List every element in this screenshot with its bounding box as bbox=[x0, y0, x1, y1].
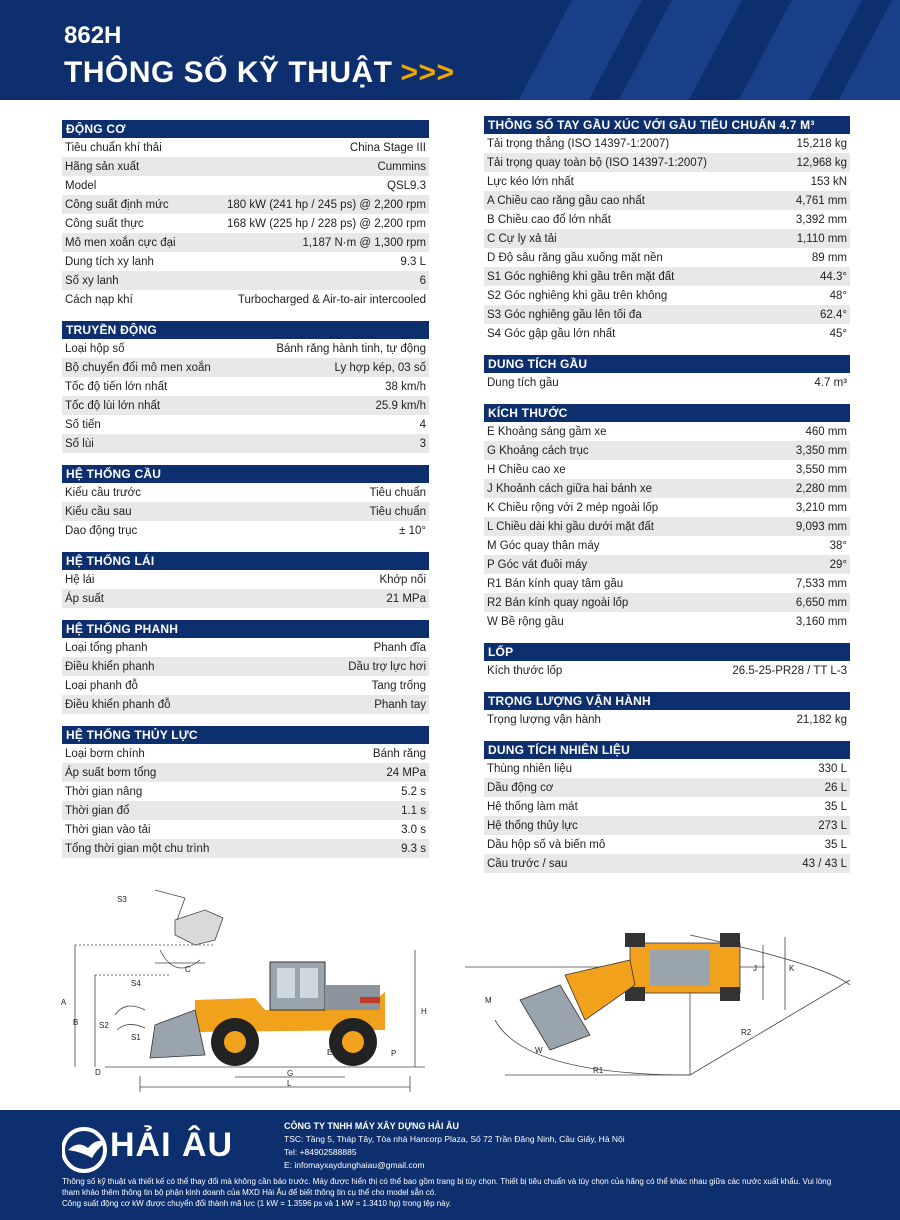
spec-label: Kiểu cầu trước bbox=[65, 486, 141, 499]
spec-value: 1.1 s bbox=[401, 804, 426, 817]
spec-row bbox=[484, 267, 850, 286]
spec-row bbox=[62, 483, 429, 502]
spec-row bbox=[484, 710, 850, 729]
spec-row bbox=[484, 460, 850, 479]
spec-label: Tiêu chuẩn khí thải bbox=[65, 141, 162, 154]
spec-row bbox=[484, 153, 850, 172]
section-rows bbox=[62, 339, 429, 453]
spec-label: R2 Bán kính quay ngoài lốp bbox=[487, 596, 629, 609]
spec-row bbox=[62, 377, 429, 396]
spec-row bbox=[62, 358, 429, 377]
diag-label-r2: R2 bbox=[741, 1028, 752, 1037]
section-heading: HỆ THỐNG THỦY LỰC bbox=[62, 726, 429, 744]
spec-row bbox=[62, 252, 429, 271]
spec-value: 62.4° bbox=[820, 308, 847, 321]
spec-row bbox=[62, 502, 429, 521]
spec-label: L Chiều dài khi gầu dưới mặt đất bbox=[487, 520, 654, 533]
spec-value: 153 kN bbox=[810, 175, 847, 188]
diag-label-c: C bbox=[185, 965, 191, 974]
spec-value: 3,210 mm bbox=[795, 501, 847, 514]
spec-row bbox=[484, 759, 850, 778]
spec-value: 29° bbox=[829, 558, 847, 571]
spec-row bbox=[484, 229, 850, 248]
diag-label-h: H bbox=[421, 1007, 427, 1016]
spec-row bbox=[62, 676, 429, 695]
spec-value: Cummins bbox=[377, 160, 426, 173]
spec-value: 43 / 43 L bbox=[802, 857, 847, 870]
spec-label: Tổng thời gian một chu trình bbox=[65, 842, 210, 855]
spec-row bbox=[484, 210, 850, 229]
section-heading: TRUYỀN ĐỘNG bbox=[62, 321, 429, 339]
spec-section-truyen-dong bbox=[62, 321, 429, 453]
logo-wordmark: HẢI ÂU bbox=[110, 1126, 234, 1164]
spec-value: Bánh răng bbox=[372, 747, 426, 760]
spec-value: 38° bbox=[829, 539, 847, 552]
wheel-loader-side bbox=[150, 962, 385, 1066]
spec-value: Phanh đĩa bbox=[373, 641, 426, 654]
spec-value: 5.2 s bbox=[401, 785, 426, 798]
spec-label: Điều khiển phanh đỗ bbox=[65, 698, 171, 711]
spec-section-lop bbox=[484, 643, 850, 680]
spec-label: Dao động trục bbox=[65, 524, 138, 537]
side-view-diagram bbox=[55, 880, 445, 1095]
spec-value: 3,350 mm bbox=[795, 444, 847, 457]
spec-section-trong-luong-van-hanh bbox=[484, 692, 850, 729]
spec-value: 330 L bbox=[818, 762, 847, 775]
spec-value: 24 MPa bbox=[386, 766, 426, 779]
spec-label: S4 Góc gập gầu lớn nhất bbox=[487, 327, 616, 340]
spec-row bbox=[62, 839, 429, 858]
spec-row bbox=[62, 695, 429, 714]
diag-label-a: A bbox=[61, 998, 67, 1007]
spec-value: 273 L bbox=[818, 819, 847, 832]
spec-label: Áp suất bơm tổng bbox=[65, 766, 157, 779]
spec-value: ± 10° bbox=[399, 524, 426, 537]
section-heading: HỆ THỐNG PHANH bbox=[62, 620, 429, 638]
spec-label: S2 Góc nghiêng khi gầu trên không bbox=[487, 289, 668, 302]
spec-section-he-thong-lai bbox=[62, 552, 429, 608]
page-title-text: THÔNG SỐ KỸ THUẬT bbox=[64, 56, 393, 89]
spec-label: Công suất thực bbox=[65, 217, 144, 230]
spec-row bbox=[62, 176, 429, 195]
spec-row bbox=[62, 589, 429, 608]
spec-label: Áp suất bbox=[65, 592, 104, 605]
spec-row bbox=[62, 396, 429, 415]
spec-row bbox=[484, 797, 850, 816]
spec-row bbox=[484, 172, 850, 191]
spec-value: 35 L bbox=[824, 838, 847, 851]
spec-label: C Cự ly xả tải bbox=[487, 232, 557, 245]
spec-label: Trọng lượng vận hành bbox=[487, 713, 601, 726]
spec-section-dung-tich-gau bbox=[484, 355, 850, 392]
spec-section-dong-co bbox=[62, 120, 429, 309]
section-rows bbox=[484, 422, 850, 631]
spec-section-he-thong-cau bbox=[62, 465, 429, 540]
section-rows bbox=[62, 744, 429, 858]
diag-label-p: P bbox=[391, 1049, 397, 1058]
spec-row bbox=[62, 521, 429, 540]
spec-value: 180 kW (241 hp / 245 ps) @ 2,200 rpm bbox=[227, 198, 426, 211]
page-header bbox=[0, 0, 900, 100]
spec-row bbox=[62, 233, 429, 252]
section-heading: HỆ THỐNG LÁI bbox=[62, 552, 429, 570]
spec-label: S1 Góc nghiêng khi gầu trên mặt đất bbox=[487, 270, 675, 283]
spec-label: Kích thước lốp bbox=[487, 664, 563, 677]
spec-row bbox=[62, 290, 429, 309]
spec-value: Tiêu chuẩn bbox=[369, 486, 426, 499]
spec-section-he-thong-phanh bbox=[62, 620, 429, 714]
spec-label: Loại bơm chính bbox=[65, 747, 145, 760]
spec-value: 460 mm bbox=[805, 425, 847, 438]
spec-value: 3,160 mm bbox=[795, 615, 847, 628]
spec-row bbox=[62, 157, 429, 176]
section-rows bbox=[62, 638, 429, 714]
spec-row bbox=[484, 191, 850, 210]
spec-label: Số lùi bbox=[65, 437, 94, 450]
spec-label: P Góc vát đuôi máy bbox=[487, 558, 588, 571]
spec-label: Tốc độ tiến lớn nhất bbox=[65, 380, 168, 393]
section-heading: DUNG TÍCH NHIÊN LIỆU bbox=[484, 741, 850, 759]
company-info bbox=[284, 1120, 625, 1172]
spec-value: China Stage III bbox=[349, 141, 426, 154]
spec-value: 4.7 m³ bbox=[814, 376, 847, 389]
spec-label: J Khoảnh cách giữa hai bánh xe bbox=[487, 482, 652, 495]
diag-label-b: B bbox=[73, 1018, 79, 1027]
section-heading: LỐP bbox=[484, 643, 850, 661]
spec-label: Dầu động cơ bbox=[487, 781, 554, 794]
section-rows bbox=[62, 483, 429, 540]
spec-label: A Chiều cao răng gầu cao nhất bbox=[487, 194, 645, 207]
spec-value: 44.3° bbox=[820, 270, 847, 283]
spec-row bbox=[62, 782, 429, 801]
spec-value: 21 MPa bbox=[386, 592, 426, 605]
spec-value: Turbocharged & Air-to-air intercooled bbox=[237, 293, 426, 306]
spec-value: 168 kW (225 hp / 228 ps) @ 2,200 rpm bbox=[227, 217, 426, 230]
spec-row bbox=[62, 820, 429, 839]
spec-label: Model bbox=[65, 179, 97, 192]
spec-value: Phanh tay bbox=[374, 698, 426, 711]
model-name: 862H bbox=[64, 22, 122, 49]
diag-label-m: M bbox=[485, 996, 492, 1005]
spec-label: B Chiều cao đổ lớn nhất bbox=[487, 213, 611, 226]
spec-row bbox=[62, 638, 429, 657]
section-rows bbox=[484, 134, 850, 343]
spec-label: Loại phanh đỗ bbox=[65, 679, 138, 692]
diag-label-d: D bbox=[95, 1068, 101, 1077]
spec-row bbox=[484, 134, 850, 153]
spec-row bbox=[62, 195, 429, 214]
spec-value: Dầu trợ lực hơi bbox=[348, 660, 426, 673]
spec-label: Hãng sản xuất bbox=[65, 160, 140, 173]
spec-label: D Độ sâu răng gầu xuống mặt nền bbox=[487, 251, 663, 264]
spec-label: G Khoảng cách trục bbox=[487, 444, 589, 457]
section-heading: ĐỘNG CƠ bbox=[62, 120, 429, 138]
spec-label: Tải trọng quay toàn bộ (ISO 14397-1:2007) bbox=[487, 156, 707, 169]
spec-value: 45° bbox=[829, 327, 847, 340]
company-tel: Tel: +84902588885 bbox=[284, 1147, 357, 1157]
spec-value: 3 bbox=[419, 437, 426, 450]
spec-label: W Bề rộng gầu bbox=[487, 615, 564, 628]
spec-label: Tải trọng thẳng (ISO 14397-1:2007) bbox=[487, 137, 670, 150]
spec-row bbox=[484, 305, 850, 324]
spec-value: 7,533 mm bbox=[795, 577, 847, 590]
spec-value: Khớp nối bbox=[379, 573, 426, 586]
spec-row bbox=[484, 778, 850, 797]
spec-value: 3,550 mm bbox=[795, 463, 847, 476]
section-rows bbox=[484, 661, 850, 680]
spec-value: 38 km/h bbox=[385, 380, 426, 393]
diag-label-j: J bbox=[753, 964, 757, 973]
diag-label-w: W bbox=[535, 1046, 543, 1055]
spec-label: Tốc độ lùi lớn nhất bbox=[65, 399, 161, 412]
spec-section-dung-tich-nhien-lieu bbox=[484, 741, 850, 873]
spec-row bbox=[62, 339, 429, 358]
spec-label: Số xy lanh bbox=[65, 274, 119, 287]
spec-value: 89 mm bbox=[811, 251, 847, 264]
spec-row bbox=[484, 286, 850, 305]
page-title bbox=[64, 56, 455, 90]
spec-label: Thời gian nâng bbox=[65, 785, 143, 798]
spec-label: Bộ chuyển đổi mô men xoắn bbox=[65, 361, 211, 374]
spec-row bbox=[484, 612, 850, 631]
spec-row bbox=[484, 324, 850, 343]
spec-row bbox=[484, 536, 850, 555]
spec-value: 35 L bbox=[824, 800, 847, 813]
section-rows bbox=[484, 759, 850, 873]
spec-label: Cách nạp khí bbox=[65, 293, 133, 306]
spec-row bbox=[484, 441, 850, 460]
section-heading: HỆ THỐNG CẦU bbox=[62, 465, 429, 483]
spec-label: Hệ lái bbox=[65, 573, 95, 586]
company-name: CÔNG TY TNHH MÁY XÂY DỰNG HẢI ÂU bbox=[284, 1121, 459, 1131]
spec-row bbox=[484, 854, 850, 873]
spec-row bbox=[62, 415, 429, 434]
diag-label-s1: S1 bbox=[131, 1033, 141, 1042]
spec-value: Tiêu chuẩn bbox=[369, 505, 426, 518]
spec-label: Dầu hộp số và biến mô bbox=[487, 838, 606, 851]
section-heading: TRỌNG LƯỢNG VẬN HÀNH bbox=[484, 692, 850, 710]
section-rows bbox=[484, 373, 850, 392]
spec-label: Thời gian đổ bbox=[65, 804, 130, 817]
spec-value: 9.3 s bbox=[401, 842, 426, 855]
top-view-diagram bbox=[465, 925, 865, 1085]
spec-value: 6,650 mm bbox=[795, 596, 847, 609]
diag-label-r1: R1 bbox=[593, 1066, 604, 1075]
section-rows bbox=[484, 710, 850, 729]
title-arrows: >>> bbox=[400, 56, 455, 89]
spec-row bbox=[484, 373, 850, 392]
spec-label: Số tiến bbox=[65, 418, 101, 431]
diag-label-s3: S3 bbox=[117, 895, 127, 904]
spec-label: Lực kéo lớn nhất bbox=[487, 175, 574, 188]
spec-label: Dung tích gầu bbox=[487, 376, 559, 389]
section-rows bbox=[62, 570, 429, 608]
spec-value: 4,761 mm bbox=[795, 194, 847, 207]
diag-label-l: L bbox=[287, 1079, 292, 1088]
spec-label: R1 Bán kính quay tâm gầu bbox=[487, 577, 624, 590]
spec-row bbox=[484, 555, 850, 574]
spec-value: 1,110 mm bbox=[796, 232, 847, 245]
spec-label: Mô men xoắn cực đại bbox=[65, 236, 176, 249]
spec-section-he-thong-thuy-luc bbox=[62, 726, 429, 858]
left-spec-column bbox=[62, 120, 429, 870]
spec-label: Điều khiển phanh bbox=[65, 660, 155, 673]
spec-row bbox=[62, 657, 429, 676]
diag-label-s2: S2 bbox=[99, 1021, 109, 1030]
spec-row bbox=[484, 661, 850, 680]
spec-value: 4 bbox=[419, 418, 426, 431]
spec-label: Hệ thống làm mát bbox=[487, 800, 578, 813]
spec-value: 26.5-25-PR28 / TT L-3 bbox=[732, 664, 847, 677]
spec-row bbox=[62, 744, 429, 763]
spec-label: Hệ thống thủy lực bbox=[487, 819, 578, 832]
diag-label-k: K bbox=[789, 964, 795, 973]
spec-label: Loại hộp số bbox=[65, 342, 125, 355]
spec-label: K Chiều rộng với 2 mép ngoài lốp bbox=[487, 501, 659, 514]
spec-row bbox=[62, 801, 429, 820]
company-email: E: infomayxaydunghaiau@gmail.com bbox=[284, 1160, 425, 1170]
spec-value: Ly hợp kép, 03 số bbox=[334, 361, 426, 374]
spec-label: Loại tổng phanh bbox=[65, 641, 148, 654]
spec-row bbox=[484, 498, 850, 517]
page-footer bbox=[0, 1110, 900, 1220]
diag-label-s4: S4 bbox=[131, 979, 141, 988]
spec-value: 9,093 mm bbox=[795, 520, 847, 533]
spec-value: 12,968 kg bbox=[796, 156, 847, 169]
spec-row bbox=[62, 570, 429, 589]
spec-value: QSL9.3 bbox=[387, 179, 426, 192]
spec-label: S3 Góc nghiêng gầu lên tối đa bbox=[487, 308, 642, 321]
spec-value: 15,218 kg bbox=[796, 137, 847, 150]
spec-section-thong-so-tay-gau-xuc-voi-gau-tieu-chuan- bbox=[484, 116, 850, 343]
spec-row bbox=[62, 271, 429, 290]
section-heading: THÔNG SỐ TAY GẦU XÚC VỚI GẦU TIÊU CHUẨN 4.7 M³ bbox=[484, 116, 850, 134]
diag-label-e: E bbox=[327, 1048, 333, 1057]
spec-value: 26 L bbox=[824, 781, 847, 794]
spec-value: 48° bbox=[829, 289, 847, 302]
spec-section-kich-thuoc bbox=[484, 404, 850, 631]
spec-row bbox=[62, 763, 429, 782]
spec-row bbox=[484, 835, 850, 854]
spec-row bbox=[62, 214, 429, 233]
disclaimer-text: Thông số kỹ thuật và thiết kế có thể thay đổi mà không cần báo trước. Máy được hiển thị có thể bao gồm trang bị tùy chọn. Thiết bị tiêu chuẩn và tùy chọn của hãng có thể khác nhau giữa các nước xuất khẩu. Vui lòng tham khảo thêm thông tin bộ phận kinh doanh của MXD Hải Âu để biết thông tin cụ thể cho model sẵn có. bbox=[62, 1177, 832, 1197]
disclaimer bbox=[62, 1176, 842, 1209]
spec-label: M Góc quay thân máy bbox=[487, 539, 600, 552]
spec-value: 6 bbox=[419, 274, 426, 287]
right-spec-column bbox=[484, 116, 850, 885]
spec-row bbox=[62, 434, 429, 453]
spec-row bbox=[484, 816, 850, 835]
spec-value: 3,392 mm bbox=[795, 213, 847, 226]
spec-value: 3.0 s bbox=[401, 823, 426, 836]
diag-label-g: G bbox=[287, 1069, 294, 1078]
spec-label: E Khoảng sáng gầm xe bbox=[487, 425, 607, 438]
spec-value: 1,187 N·m @ 1,300 rpm bbox=[302, 236, 426, 249]
spec-label: Kiểu cầu sau bbox=[65, 505, 132, 518]
spec-row bbox=[484, 517, 850, 536]
spec-label: Thời gian vào tải bbox=[65, 823, 151, 836]
spec-label: Công suất định mức bbox=[65, 198, 169, 211]
spec-row bbox=[484, 593, 850, 612]
section-heading: DUNG TÍCH GẦU bbox=[484, 355, 850, 373]
section-rows bbox=[62, 138, 429, 309]
spec-label: H Chiều cao xe bbox=[487, 463, 566, 476]
wheel-loader-top bbox=[520, 933, 740, 1050]
spec-value: 9.3 L bbox=[400, 255, 426, 268]
spec-row bbox=[484, 574, 850, 593]
spec-value: 25.9 km/h bbox=[375, 399, 426, 412]
spec-value: 21,182 kg bbox=[796, 713, 847, 726]
spec-row bbox=[484, 422, 850, 441]
spec-row bbox=[484, 248, 850, 267]
spec-row bbox=[62, 138, 429, 157]
spec-label: Dung tích xy lanh bbox=[65, 255, 154, 268]
spec-value: Bánh răng hành tinh, tự động bbox=[276, 342, 426, 355]
spec-value: 2,280 mm bbox=[795, 482, 847, 495]
section-heading: KÍCH THƯỚC bbox=[484, 404, 850, 422]
company-address: TSC: Tầng 5, Tháp Tây, Tòa nhà Hancorp Plaza, Số 72 Trần Đăng Ninh, Cầu Giấy, Hà Nội bbox=[284, 1134, 625, 1144]
spec-value: Tang trống bbox=[371, 679, 426, 692]
power-conversion-note: Công suất động cơ kW được chuyển đổi thành mã lực (1 kW = 1.3596 ps và 1 kW = 1.3410 hp) trong tệp này. bbox=[62, 1199, 452, 1208]
spec-label: Thùng nhiên liệu bbox=[487, 762, 573, 775]
spec-label: Cầu trước / sau bbox=[487, 857, 568, 870]
spec-row bbox=[484, 479, 850, 498]
